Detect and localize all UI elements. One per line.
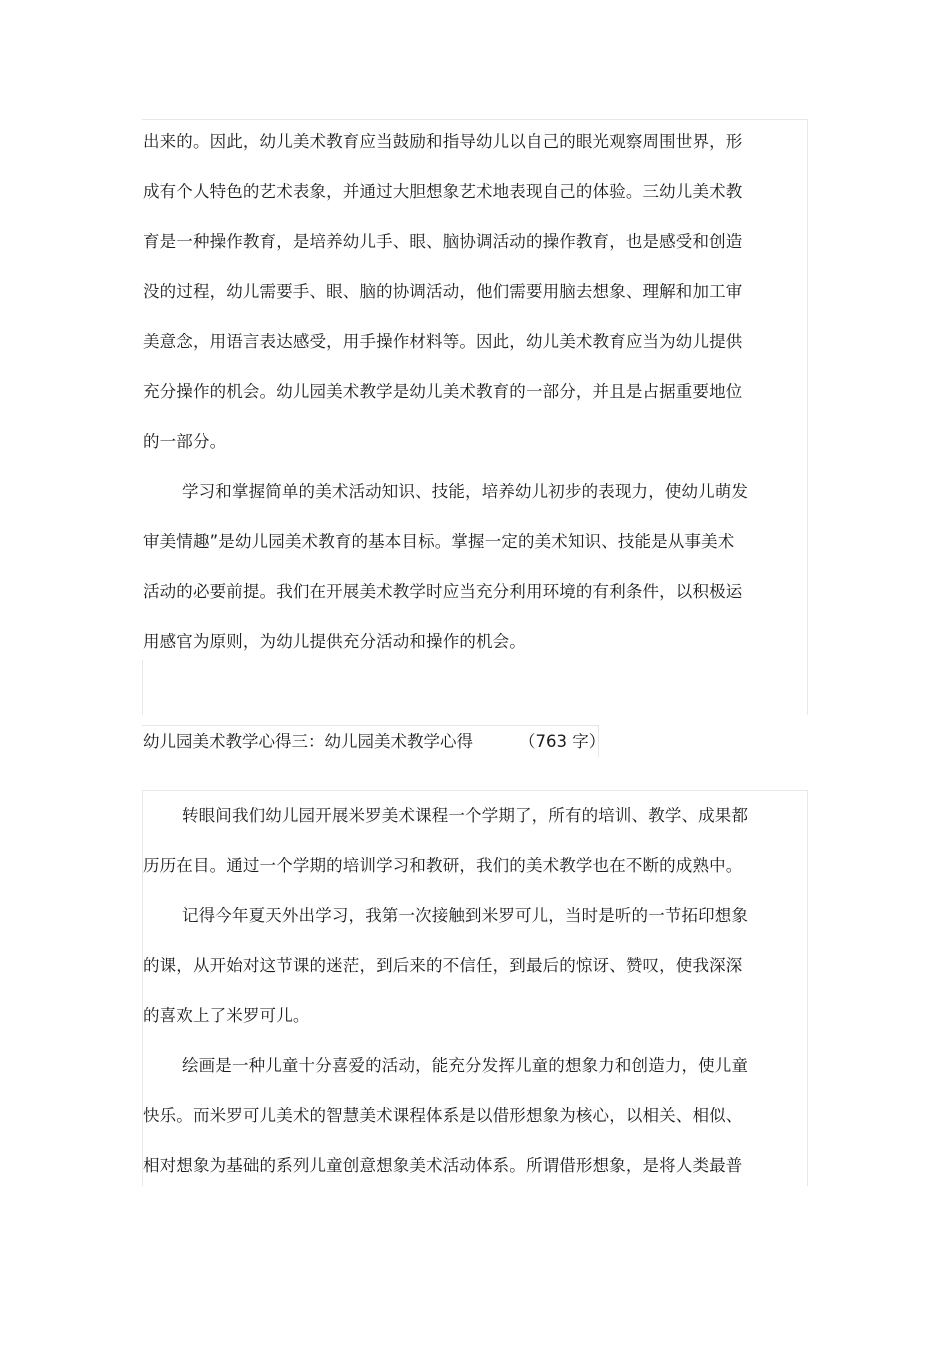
text-frame-1	[142, 119, 808, 715]
paragraph-line: 转眼间我们幼儿园开展米罗美术课程一个学期了，所有的培训、教学、成果都	[182, 806, 749, 825]
paragraph-line: 成有个人特色的艺术表象，并通过大胆想象艺术地表现自己的体验。三幼儿美术教	[143, 182, 743, 201]
section-heading: 幼儿园美术教学心得三：幼儿园美术教学心得	[143, 732, 473, 751]
paragraph-line: 充分操作的机会。幼儿园美术教学是幼儿美术教育的一部分，并且是占据重要地位	[143, 382, 743, 401]
paragraph-line: 美意念，用语言表达感受，用手操作材料等。因此，幼儿美术教育应当为幼儿提供	[143, 332, 743, 351]
paragraph-line: 的喜欢上了米罗可儿。	[143, 1006, 310, 1025]
paragraph-line: 的课，从开始对这节课的迷茫，到后来的不信任，到最后的惊讶、赞叹，使我深深	[143, 956, 743, 975]
paragraph-line: 相对想象为基础的系列儿童创意想象美术活动体系。所谓借形想象，是将人类最普	[143, 1156, 743, 1175]
paragraph-line: 学习和掌握简单的美术活动知识、技能，培养幼儿初步的表现力，使幼儿萌发	[182, 482, 749, 501]
paragraph-line: 活动的必要前提。我们在开展美术教学时应当充分利用环境的有利条件，以积极运	[143, 582, 743, 601]
word-count: （763 字）	[519, 732, 606, 751]
frame-divider	[142, 660, 143, 715]
paragraph-line: 快乐。而米罗可儿美术的智慧美术课程体系是以借形想象为核心，以相关、相似、	[143, 1106, 743, 1125]
paragraph-line: 出来的。因此，幼儿美术教育应当鼓励和指导幼儿以自己的眼光观察周围世界，形	[143, 132, 743, 151]
paragraph-line: 历历在目。通过一个学期的培训学习和教研，我们的美术教学也在不断的成熟中。	[143, 856, 743, 875]
paragraph-line: 没的过程，幼儿需要手、眼、脑的协调活动，他们需要用脑去想象、理解和加工审	[143, 282, 743, 301]
paragraph-line: 用感官为原则，为幼儿提供充分活动和操作的机会。	[143, 632, 526, 651]
paragraph-line: 的一部分。	[143, 432, 227, 451]
paragraph-line: 记得今年夏天外出学习，我第一次接触到米罗可儿，当时是听的一节拓印想象	[182, 906, 749, 925]
paragraph-line: 育是一种操作教育，是培养幼儿手、眼、脑协调活动的操作教育，也是感受和创造	[143, 232, 743, 251]
paragraph-line: 绘画是一种儿童十分喜爱的活动，能充分发挥儿童的想象力和创造力，使儿童	[182, 1056, 749, 1075]
paragraph-line: 审美情趣”是幼儿园美术教育的基本目标。掌握一定的美术知识、技能是从事美术	[143, 532, 735, 551]
